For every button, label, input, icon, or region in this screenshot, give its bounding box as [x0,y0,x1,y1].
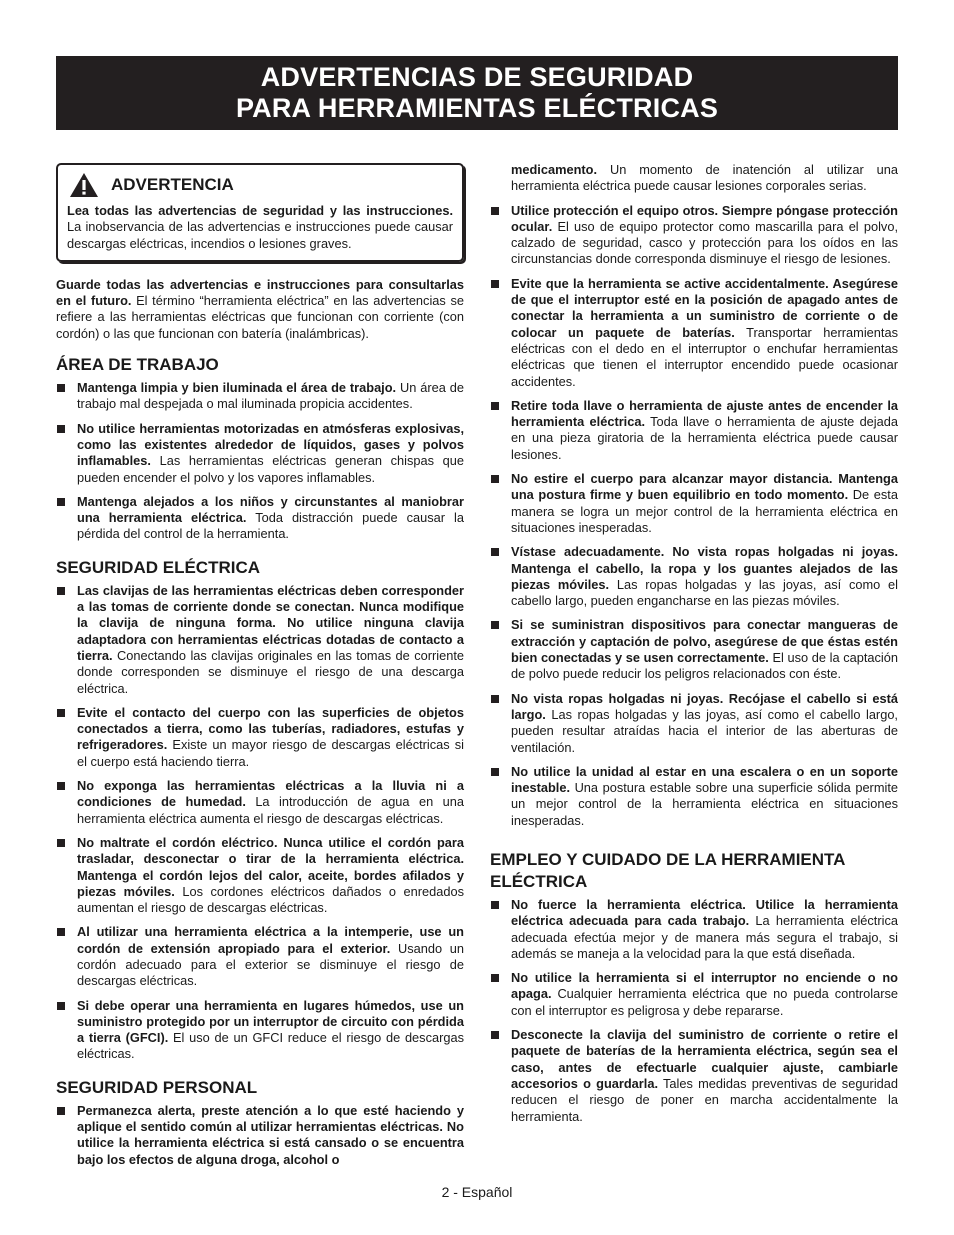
page-title-banner [56,56,898,130]
list-item: No utilice la unidad al estar en una escalera o en un soporte inestable. Una postura estable sobre una superficie sólida permite un mejor control de la herramienta eléctrica en situaciones inesperadas. [490,764,898,829]
list-item: Evite el contacto del cuerpo con las superficies de objetos conectados a tierra, como las tuberías, radiadores, estufas y refrigeradores. Existe un mayor riesgo de descargas eléctricas si el cuerpo está haciendo tierra. [56,705,464,770]
section-heading-personal: SEGURIDAD PERSONAL [56,1077,258,1097]
warning-text: Lea todas las advertencias de seguridad y las instrucciones. La inobservancia de las advertencias e instrucciones puede causar descargas eléctricas, incendios o lesiones graves. [67,203,453,251]
page-title-line-2: PARA HERRAMIENTAS ELÉCTRICAS [235,93,719,123]
list-item: Evite que la herramienta se active accidentalmente. Asegúrese de que el interruptor esté en la posición de apagado antes de conectar la herramienta a un suministro de corriente o de colocar un paquete de baterías. Transportar herramientas eléctricas con el dedo en el interruptor o enchufar herramientas eléctricas que tienen el interruptor encendido puede ocasionar accidentes. [490,276,898,390]
list-item: No vista ropas holgadas ni joyas. Recójase el cabello si está largo. Las ropas holgadas y las joyas, así como el cabello largo, pueden resultar atraídas hacia el interior de las aberturas de ventilación. [490,691,898,756]
list-item: Las clavijas de las herramientas eléctricas deben corresponder a las tomas de corriente donde se conectan. Nunca modifique la clavija de ninguna forma. No utilice ninguna clavija adaptadora con herramientas eléctricas dotadas de contacto a tierra. Conectando las clavijas originales en las tomas de corriente donde corresponden se disminuye el riesgo de una descarga eléctrica. [56,583,464,697]
list-item: Permanezca alerta, preste atención a lo que esté haciendo y aplique el sentido común al utilizar herramientas eléctricas. No utilice la herramienta eléctrica si está cansado o se encuentra bajo los efectos de alguna droga, alcohol o [56,1103,464,1168]
page-title-line-1: ADVERTENCIAS DE SEGURIDAD [260,62,694,92]
list-item: Desconecte la clavija del suministro de corriente o retire el paquete de baterías de la herramienta eléctrica, según sea el caso, antes de efectuarle cualquier ajuste, cambiarle accesorios o guardarla. Tales medidas preventivas de seguridad reducen el riesgo de poner en marcha accidentalmente la herramienta. [490,1027,898,1125]
list-item: Vístase adecuadamente. No vista ropas holgadas ni joyas. Mantenga el cabello, la ropa y los guantes alejados de las piezas móviles. Las ropas holgadas y las joyas, así como el cabello largo, pueden engancharse en las piezas móviles. [490,544,898,609]
list-item: Utilice protección el equipo otros. Siempre póngase protección ocular. El uso de equipo protector como mascarilla para el polvo, calzado de seguridad, casco y protección para los oídos en las circunstancias donde corresponda disminuye el riesgo de lesiones. [490,203,898,268]
section-heading-work-area: ÁREA DE TRABAJO [56,355,219,375]
warning-box [56,163,464,262]
personal-list-continued [490,162,898,829]
right-column [490,163,898,1139]
work-area-list [56,380,464,543]
list-item-continued: medicamento. Un momento de inatención al utilizar una herramienta eléctrica puede causar lesiones corporales serias. [511,162,898,194]
warning-heading: ADVERTENCIA [111,174,234,194]
page-footer: 2 - Español [441,1184,513,1200]
tool-use-list [490,897,898,1125]
list-item: Mantenga limpia y bien iluminada el área de trabajo. Un área de trabajo mal despejada o mal iluminada propicia accidentes. [56,380,464,413]
list-item: Si se suministran dispositivos para conectar mangueras de extracción y captación de polvo, asegúrese de que éstas estén bien conectadas y se usen correctamente. El uso de la captación de polvo puede reducir los peligros relacionados con éste. [490,617,898,682]
list-item: Al utilizar una herramienta eléctrica a la intemperie, use un cordón de extensión apropiado para el exterior. Usando un cordón adecuado para el exterior se disminuye el riesgo de descargas eléctricas. [56,924,464,989]
left-column [56,163,464,1182]
warning-header [67,172,453,198]
warning-triangle-icon [69,172,99,198]
list-item: No maltrate el cordón eléctrico. Nunca utilice el cordón para trasladar, desconectar o tirar de la herramienta eléctrica. Mantenga el cordón lejos del calor, aceite, bordes afilados y piezas móviles. Los cordones eléctricos dañados o enredados aumentan el riesgo de descargas eléctricas. [56,835,464,916]
list-item: No exponga las herramientas eléctricas a la lluvia ni a condiciones de humedad. La introducción de agua en una herramienta eléctrica aumenta el riesgo de descargas eléctricas. [56,778,464,827]
personal-list [56,1103,464,1168]
section-heading-tool-use: EMPLEO Y CUIDADO DE LA HERRAMIENTA ELÉCTRICA [490,849,845,891]
list-item: No estire el cuerpo para alcanzar mayor distancia. Mantenga una postura firme y buen equilibrio en todo momento. De esta manera se logra un mejor control de la herramienta eléctrica en situaciones inesperadas. [490,471,898,536]
list-item: No utilice la herramienta si el interruptor no enciende o no apaga. Cualquier herramienta eléctrica que no pueda controlarse con el interruptor es peligrosa y debe repararse. [490,970,898,1019]
list-item: No utilice herramientas motorizadas en atmósferas explosivas, como las existentes alrededor de líquidos, gases y polvos inflamables. Las herramientas eléctricas generan chispas que pueden encender el polvo y los vapores inflamables. [56,421,464,486]
intro-paragraph: Guarde todas las advertencias e instrucciones para consultarlas en el futuro. El término “herramienta eléctrica” en las advertencias se refiere a las herramientas eléctricas que funcionan con corriente (con cordón) o las que funcionan con batería (inalámbricas). [56,276,464,341]
list-item: Mantenga alejados a los niños y circunstantes al maniobrar una herramienta eléctrica. Toda distracción puede causar la pérdida del control de la herramienta. [56,494,464,543]
list-item: No fuerce la herramienta eléctrica. Utilice la herramienta eléctrica adecuada para cada trabajo. La herramienta eléctrica adecuada efectúa mejor y de manera más segura el trabajo, si además se maneja a la velocidad para la que está diseñada. [490,897,898,962]
list-item: Si debe operar una herramienta en lugares húmedos, use un suministro protegido por un interruptor de circuito con pérdida a tierra (GFCI). El uso de un GFCI reduce el riesgo de descargas eléctricas. [56,998,464,1063]
electrical-list [56,583,464,1063]
list-item: Retire toda llave o herramienta de ajuste antes de encender la herramienta eléctrica. Toda llave o herramienta de ajuste dejada en una pieza giratoria de la herramienta eléctrica puede causar lesiones. [490,398,898,463]
section-heading-electrical: SEGURIDAD ELÉCTRICA [56,557,261,577]
